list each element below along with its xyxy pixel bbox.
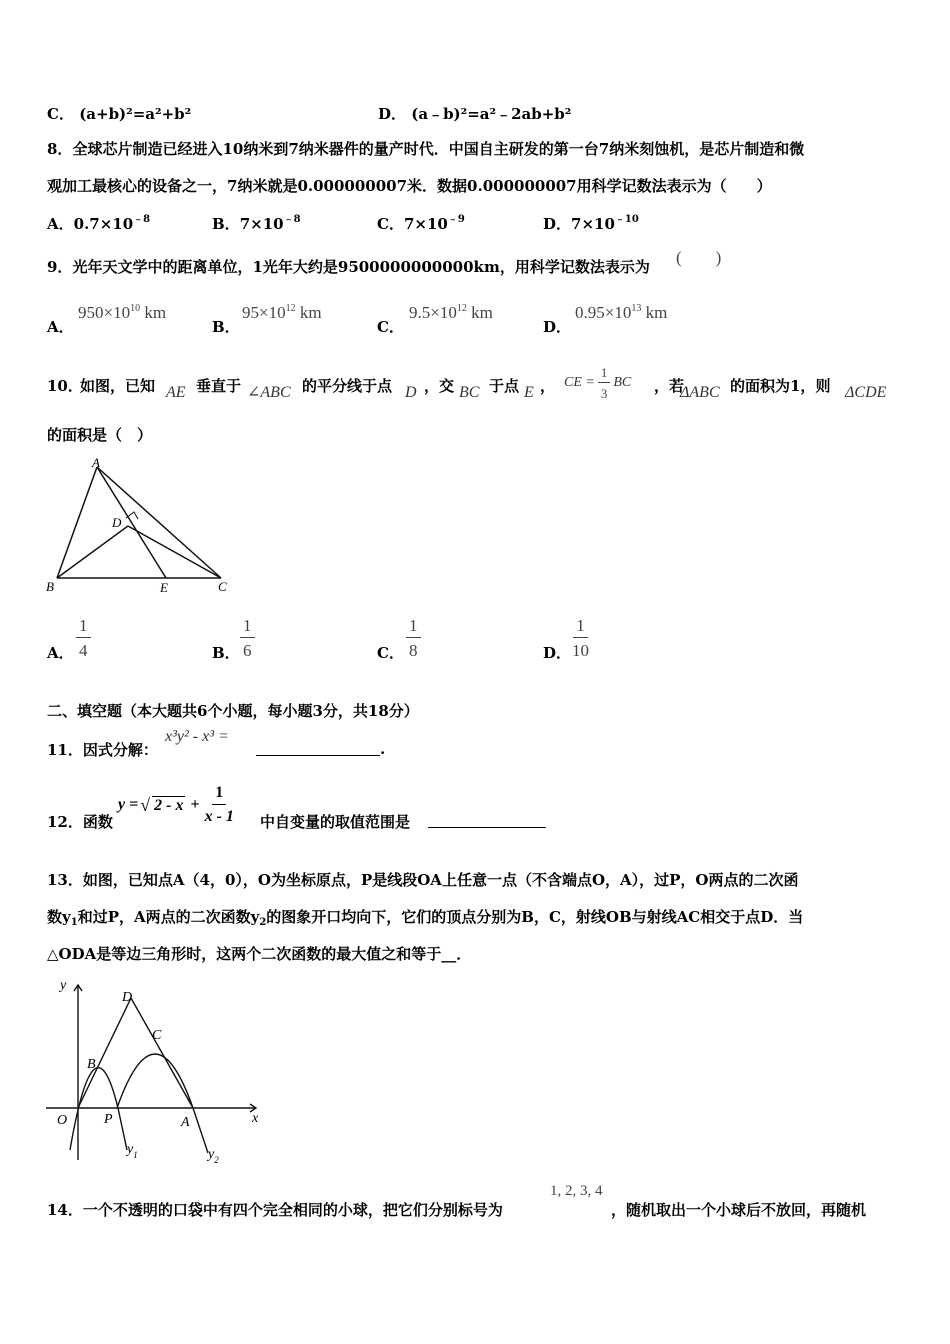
q9-paren: ( ) [676,248,722,267]
q10-figure [40,455,240,600]
q13-figure [40,975,270,1165]
q10-math-e: E [524,384,534,401]
q13-line2: 数$y_1$和过P，A两点的二次函数$y_2$的图象开口均向下，它们的顶点分别为B，C，射线OB与射线AC相交于点D．当 [47,908,804,928]
q8-option-c: C．$7\times 10^{﹣9}$ [377,214,465,233]
label-y2: $y_2$ [208,1147,219,1165]
curve-y2 [117,1054,208,1153]
q9-option-d-label: D． [543,318,572,336]
label-y: y [60,978,67,993]
label-c: C [218,579,227,594]
q10-option-b-label: B． [212,644,240,662]
label-p: P [104,1112,113,1127]
q14-text2: ，随机取出一个小球后不放回，再随机 [611,1201,867,1219]
label-a: A [92,455,100,470]
segment-dc [128,526,221,578]
q8-option-a: A．$0.7\times 10^{﹣8}$ [47,214,151,233]
q9-option-d-value: $0.95\times 10^{13}$ km [575,303,668,322]
q9-option-a-value: $950\times 10^{10}$ km [78,303,167,322]
label-a: A [181,1115,190,1130]
segment-ae [97,467,166,578]
q10-math-bc: BC [459,384,480,401]
q11-answer-blank[interactable]: . [256,739,385,758]
q9-option-b-label: B． [212,318,240,336]
section-2-title: 二、填空题（本大题共6个小题，每小题3分，共18分） [47,702,419,720]
q7-option-d: D． (a﹣b)²=a²﹣2ab+b² [378,105,572,123]
label-c: C [152,1028,162,1043]
q14-numbers: 1, 2, 3, 4 [550,1183,603,1199]
q8-option-b: B．$7\times 10^{﹣8}$ [212,214,301,233]
q10-math-ce-fraction: CE = $\frac{1}{3}$ BC [564,365,632,401]
q10-math-triangle-cde: ΔCDE [845,384,887,401]
q9-option-a-label: A． [47,318,74,336]
q14-stem: 14．一个不透明的口袋中有四个完全相同的小球，把它们分别标号为 [47,1201,503,1219]
q11-stem: 11．因式分解： [47,741,158,759]
q9-option-b-value: $95\times 10^{12}$ km [242,303,322,322]
q7-option-c: C． (a+b)²=a²+b² [47,105,192,123]
q12-number: 12．函数 [47,813,113,831]
q10-number: 10． [47,377,83,395]
q10-option-c-label: C． [377,644,404,662]
q10-math-triangle-abc: ΔABC [680,384,720,401]
label-y1: $y_1$ [127,1142,138,1160]
q12-function-expression: y = √ 2 - x + $\frac{1}{x - 1}$ [118,784,234,825]
q10-option-c-fraction: $\frac{1}{8}$ [406,617,421,659]
q10-option-a-label: A． [47,644,74,662]
q10-math-ae: AE [166,384,186,401]
q8-line2: 观加工最核心的设备之一，7纳米就是0.000000007米．数据0.000000007用科学记数法表示为（ ） [47,177,772,195]
q7-option-d-text: (a﹣b)²=a²﹣2ab+b² [411,105,572,123]
q10-line2: 的面积是（ ） [47,426,153,444]
q9-option-c-value: $9.5\times 10^{12}$ km [409,303,493,322]
label-d: D [122,990,133,1005]
label-d: D [112,515,122,530]
label-o: O [57,1113,68,1128]
q7-option-c-text: (a+b)²=a²+b² [79,105,192,123]
q9-option-c-label: C． [377,318,404,336]
q10-option-a-fraction: $\frac{1}{4}$ [76,617,91,659]
label-x: x [252,1111,259,1126]
q10-option-d-fraction: $\frac{1}{10}$ [572,616,589,660]
q11-expression: x³y² - x³ = [165,728,229,745]
q10-math-abc-angle: ∠ABC [247,384,291,401]
label-b: B [87,1057,96,1072]
q13-line3: △ODA是等边三角形时，这两个二次函数的最大值之和等于__． [47,945,472,963]
q10-math-d: D [405,384,417,401]
q13-line1: 13．如图，已知点A（4，0），O为坐标原点，P是线段OA上任意一点（不含端点O，A），过P，O两点的二次函 [47,871,799,889]
q9-stem: 9．光年天文学中的距离单位，1光年大约是9500000000000km，用科学记数法表示为 [47,258,650,276]
q8-option-d: D．$7\times 10^{﹣10}$ [543,214,639,233]
q10-option-d-label: D． [543,644,572,662]
q12-text2: 中自变量的取值范围是 [260,813,411,831]
q8-line1: 8．全球芯片制造已经进入10纳米到7纳米器件的量产时代．中国自主研发的第一台7纳米刻蚀机，是芯片制造和微 [47,140,805,158]
q12-answer-blank[interactable] [428,811,546,830]
ray-ac [131,998,193,1108]
label-e: E [160,580,168,595]
bisector-bd [57,526,128,578]
label-b: B [46,579,54,594]
segment-ab [57,467,97,578]
q10-option-b-fraction: $\frac{1}{6}$ [240,617,255,659]
